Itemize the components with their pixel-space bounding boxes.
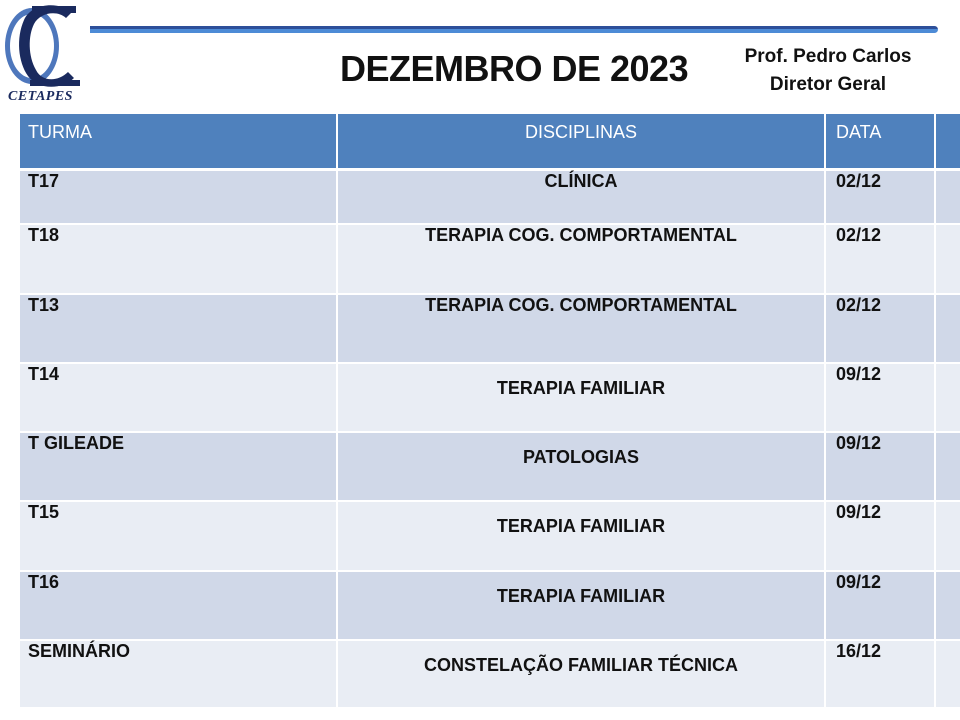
cell-turma: T13 — [20, 294, 337, 363]
cell-extra — [935, 170, 960, 224]
cell-disciplina: TERAPIA FAMILIAR — [337, 571, 825, 640]
cell-data: 02/12 — [825, 294, 935, 363]
cell-turma: T16 — [20, 571, 337, 640]
table-row — [20, 640, 960, 708]
table-header-row — [20, 114, 960, 170]
table-row — [20, 224, 960, 294]
page-title: DEZEMBRO DE 2023 — [340, 48, 689, 89]
cell-extra — [935, 501, 960, 571]
table-row — [20, 170, 960, 224]
column-header-data: DATA — [825, 114, 935, 170]
signature-block — [720, 43, 936, 99]
cell-extra — [935, 640, 960, 708]
cell-turma: T14 — [20, 363, 337, 432]
table-row — [20, 363, 960, 432]
cetapes-c-logo-icon — [2, 0, 88, 92]
cell-turma: T GILEADE — [20, 432, 337, 501]
cell-data: 02/12 — [825, 170, 935, 224]
schedule-table — [20, 114, 960, 709]
column-header-turma: TURMA — [20, 114, 337, 170]
cell-extra — [935, 432, 960, 501]
cell-turma: SEMINÁRIO — [20, 640, 337, 708]
cell-extra — [935, 294, 960, 363]
cell-extra — [935, 363, 960, 432]
cell-extra — [935, 571, 960, 640]
cell-extra — [935, 224, 960, 294]
cell-data: 09/12 — [825, 363, 935, 432]
cell-disciplina: TERAPIA FAMILIAR — [337, 363, 825, 432]
cell-disciplina: TERAPIA COG. COMPORTAMENTAL — [337, 294, 825, 363]
table-row — [20, 571, 960, 640]
cell-turma: T18 — [20, 224, 337, 294]
table-row — [20, 501, 960, 571]
table-row — [20, 294, 960, 363]
table-row — [20, 432, 960, 501]
cell-turma: T17 — [20, 170, 337, 224]
cell-data: 02/12 — [825, 224, 935, 294]
cell-disciplina: TERAPIA COG. COMPORTAMENTAL — [337, 224, 825, 294]
signature-name: Prof. Pedro Carlos — [744, 46, 912, 67]
cell-disciplina: CONSTELAÇÃO FAMILIAR TÉCNICA — [337, 640, 825, 708]
column-header-disciplinas: DISCIPLINAS — [337, 114, 825, 170]
logo-text: CETAPES — [8, 89, 73, 104]
cell-turma: T15 — [20, 501, 337, 571]
cell-disciplina: CLÍNICA — [337, 170, 825, 224]
cell-data: 16/12 — [825, 640, 935, 708]
cell-data: 09/12 — [825, 571, 935, 640]
cell-data: 09/12 — [825, 501, 935, 571]
cetapes-logo — [2, 0, 88, 108]
header-bar — [90, 26, 938, 33]
signature-role: Diretor Geral — [769, 74, 887, 95]
cell-data: 09/12 — [825, 432, 935, 501]
column-header-extra — [935, 114, 960, 170]
cell-disciplina: PATOLOGIAS — [337, 432, 825, 501]
cell-disciplina: TERAPIA FAMILIAR — [337, 501, 825, 571]
